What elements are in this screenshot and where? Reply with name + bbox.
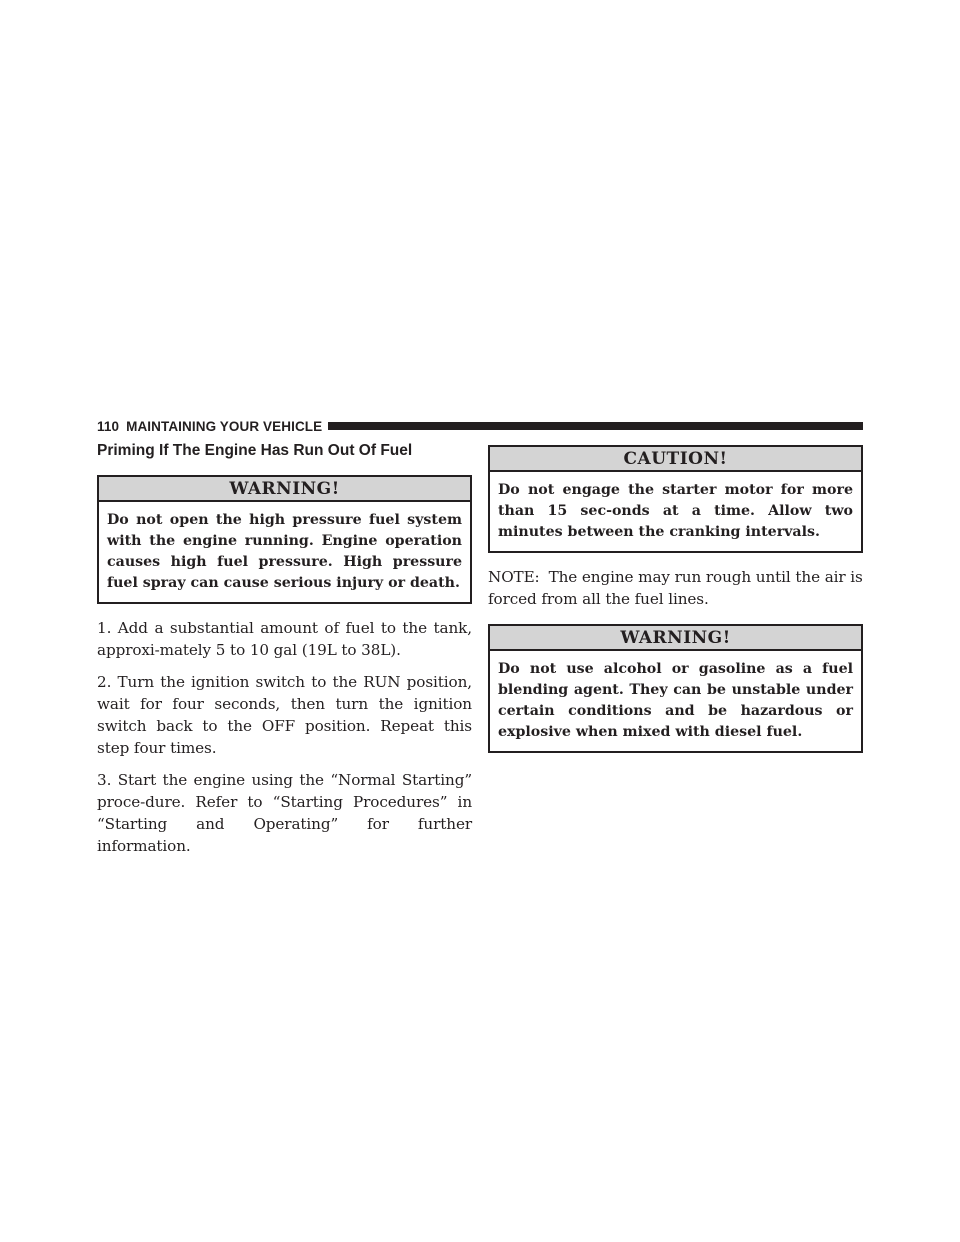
right-column bbox=[488, 445, 863, 766]
warning-text-2: Do not use alcohol or gasoline as a fuel blending agent. They can be unstable under certain conditions and be hazardous or explosive when mixed with diesel fuel. bbox=[498, 661, 853, 740]
page-header bbox=[97, 418, 863, 434]
warning-heading-2: WARNING! bbox=[490, 626, 861, 651]
warning-box bbox=[97, 475, 472, 604]
warning-heading: WARNING! bbox=[99, 477, 470, 502]
left-column bbox=[97, 441, 472, 867]
step-2: 2. Turn the ignition switch to the RUN position, wait for four seconds, then turn the ignition switch back to the OFF position. Repeat this step four times. bbox=[97, 673, 472, 757]
note-paragraph bbox=[488, 566, 863, 610]
note-label: NOTE: bbox=[488, 568, 540, 586]
caution-text: Do not engage the starter motor for more than 15 sec-onds at a time. Allow two minutes between the cranking intervals. bbox=[498, 482, 853, 540]
section-title-header: MAINTAINING YOUR VEHICLE bbox=[126, 418, 323, 434]
section-heading: Priming If The Engine Has Run Out Of Fuel bbox=[97, 442, 413, 459]
page-number: 110 bbox=[97, 418, 120, 434]
warning-box-2 bbox=[488, 624, 863, 753]
warning-text: Do not open the high pressure fuel system with the engine running. Engine operation causes high fuel pressure. High pressure fuel spray can cause serious injury or death. bbox=[107, 512, 462, 591]
step-1: 1. Add a substantial amount of fuel to the tank, approxi-mately 5 to 10 gal (19L to 38L). bbox=[97, 619, 472, 659]
header-rule bbox=[328, 422, 863, 430]
caution-box bbox=[488, 445, 863, 553]
step-3: 3. Start the engine using the “Normal Starting” proce-dure. Refer to “Starting Procedures” in “Starting and Operating” for further information. bbox=[97, 771, 472, 855]
caution-heading: CAUTION! bbox=[490, 447, 861, 472]
note-text: The engine may run rough until the air is forced from all the fuel lines. bbox=[488, 568, 863, 608]
